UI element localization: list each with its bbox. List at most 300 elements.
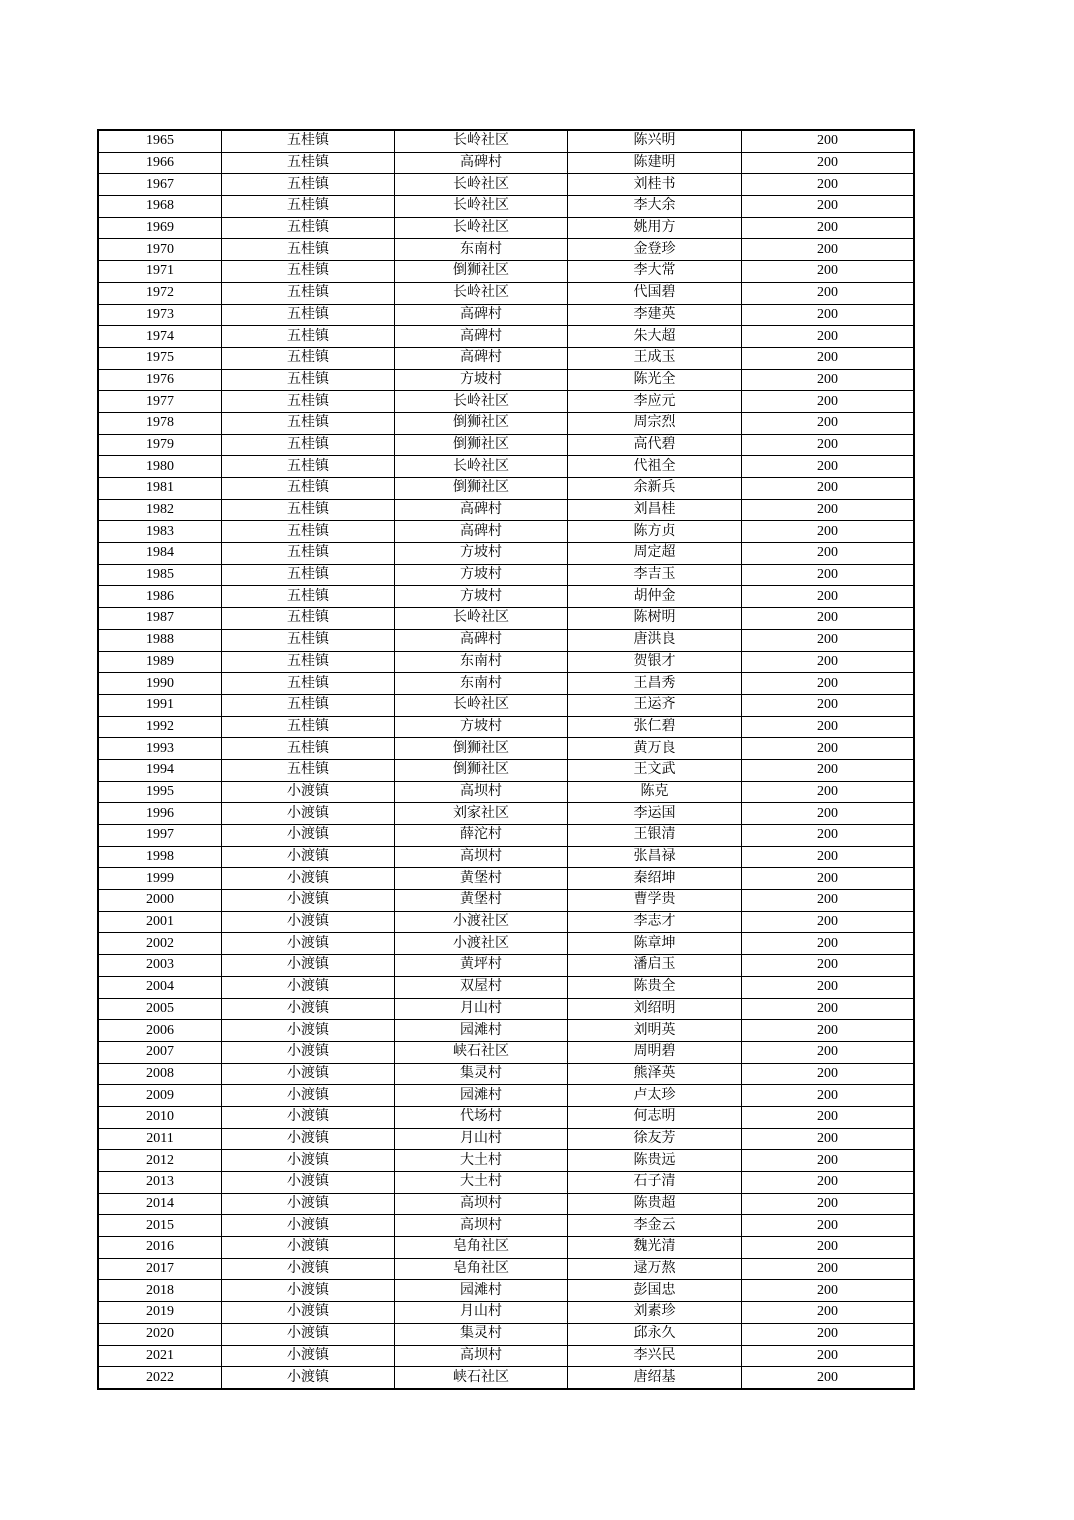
amount-cell: 200: [742, 890, 915, 912]
amount-cell: 200: [742, 694, 915, 716]
serial-number-cell: 1973: [98, 304, 222, 326]
serial-number-cell: 2022: [98, 1367, 222, 1389]
amount-cell: 200: [742, 998, 915, 1020]
serial-number-cell: 1979: [98, 434, 222, 456]
table-row: [98, 304, 914, 326]
village-cell: 大土村: [395, 1172, 568, 1194]
amount-cell: 200: [742, 239, 915, 261]
serial-number-cell: 1985: [98, 564, 222, 586]
person-name-cell: 陈贵全: [568, 976, 742, 998]
amount-cell: 200: [742, 1193, 915, 1215]
serial-number-cell: 1992: [98, 716, 222, 738]
serial-number-cell: 2017: [98, 1258, 222, 1280]
town-cell: 小渡镇: [222, 1237, 395, 1259]
town-cell: 小渡镇: [222, 1150, 395, 1172]
town-cell: 小渡镇: [222, 1302, 395, 1324]
serial-number-cell: 2008: [98, 1063, 222, 1085]
village-cell: 长岭社区: [395, 217, 568, 239]
person-name-cell: 陈贵超: [568, 1193, 742, 1215]
town-cell: 小渡镇: [222, 1063, 395, 1085]
table-row: [98, 890, 914, 912]
serial-number-cell: 1993: [98, 738, 222, 760]
village-cell: 方坡村: [395, 369, 568, 391]
amount-cell: 200: [742, 976, 915, 998]
village-cell: 刘家社区: [395, 803, 568, 825]
table-row: [98, 911, 914, 933]
serial-number-cell: 1988: [98, 629, 222, 651]
table-row: [98, 673, 914, 695]
person-name-cell: 王昌秀: [568, 673, 742, 695]
town-cell: 五桂镇: [222, 434, 395, 456]
village-cell: 东南村: [395, 651, 568, 673]
table-row: [98, 1302, 914, 1324]
table-row: [98, 152, 914, 174]
serial-number-cell: 1966: [98, 152, 222, 174]
table-row: [98, 868, 914, 890]
serial-number-cell: 1990: [98, 673, 222, 695]
serial-number-cell: 1978: [98, 412, 222, 434]
table-row: [98, 1367, 914, 1389]
table-row: [98, 434, 914, 456]
town-cell: 小渡镇: [222, 955, 395, 977]
table-row: [98, 174, 914, 196]
town-cell: 五桂镇: [222, 521, 395, 543]
serial-number-cell: 1982: [98, 499, 222, 521]
amount-cell: 200: [742, 196, 915, 218]
town-cell: 五桂镇: [222, 478, 395, 500]
table-row: [98, 759, 914, 781]
town-cell: 五桂镇: [222, 196, 395, 218]
person-name-cell: 陈贵远: [568, 1150, 742, 1172]
table-row: [98, 1020, 914, 1042]
table-row: [98, 543, 914, 565]
amount-cell: 200: [742, 803, 915, 825]
serial-number-cell: 2000: [98, 890, 222, 912]
town-cell: 五桂镇: [222, 456, 395, 478]
amount-cell: 200: [742, 130, 915, 152]
person-name-cell: 李应元: [568, 391, 742, 413]
village-cell: 薛沱村: [395, 825, 568, 847]
table-row: [98, 1323, 914, 1345]
person-name-cell: 刘桂书: [568, 174, 742, 196]
town-cell: 五桂镇: [222, 347, 395, 369]
town-cell: 五桂镇: [222, 673, 395, 695]
village-cell: 倒狮社区: [395, 434, 568, 456]
amount-cell: 200: [742, 1367, 915, 1389]
amount-cell: 200: [742, 326, 915, 348]
village-cell: 代场村: [395, 1106, 568, 1128]
person-name-cell: 李大余: [568, 196, 742, 218]
table-row: [98, 998, 914, 1020]
person-name-cell: 黄万良: [568, 738, 742, 760]
person-name-cell: 王文武: [568, 759, 742, 781]
table-row: [98, 239, 914, 261]
village-cell: 方坡村: [395, 543, 568, 565]
serial-number-cell: 1971: [98, 261, 222, 283]
table-row: [98, 1041, 914, 1063]
amount-cell: 200: [742, 846, 915, 868]
amount-cell: 200: [742, 1237, 915, 1259]
table-row: [98, 478, 914, 500]
serial-number-cell: 1999: [98, 868, 222, 890]
serial-number-cell: 1989: [98, 651, 222, 673]
serial-number-cell: 1968: [98, 196, 222, 218]
amount-cell: 200: [742, 347, 915, 369]
table-row: [98, 130, 914, 152]
serial-number-cell: 1970: [98, 239, 222, 261]
amount-cell: 200: [742, 1150, 915, 1172]
amount-cell: 200: [742, 456, 915, 478]
table-row: [98, 629, 914, 651]
person-name-cell: 王运齐: [568, 694, 742, 716]
table-row: [98, 1106, 914, 1128]
person-name-cell: 代国碧: [568, 282, 742, 304]
table-row: [98, 412, 914, 434]
person-name-cell: 张仁碧: [568, 716, 742, 738]
table-row: [98, 1280, 914, 1302]
town-cell: 五桂镇: [222, 152, 395, 174]
town-cell: 五桂镇: [222, 716, 395, 738]
person-name-cell: 李建英: [568, 304, 742, 326]
amount-cell: 200: [742, 911, 915, 933]
village-cell: 皂角社区: [395, 1237, 568, 1259]
table-row: [98, 261, 914, 283]
village-cell: 方坡村: [395, 586, 568, 608]
village-cell: 长岭社区: [395, 196, 568, 218]
table-row: [98, 716, 914, 738]
serial-number-cell: 1967: [98, 174, 222, 196]
village-cell: 园滩村: [395, 1085, 568, 1107]
village-cell: 高坝村: [395, 1215, 568, 1237]
town-cell: 小渡镇: [222, 890, 395, 912]
village-cell: 长岭社区: [395, 456, 568, 478]
village-cell: 长岭社区: [395, 282, 568, 304]
amount-cell: 200: [742, 825, 915, 847]
person-name-cell: 高代碧: [568, 434, 742, 456]
serial-number-cell: 1969: [98, 217, 222, 239]
serial-number-cell: 2006: [98, 1020, 222, 1042]
person-name-cell: 王成玉: [568, 347, 742, 369]
village-cell: 月山村: [395, 1302, 568, 1324]
town-cell: 小渡镇: [222, 911, 395, 933]
amount-cell: 200: [742, 759, 915, 781]
table-row: [98, 1193, 914, 1215]
person-name-cell: 魏光清: [568, 1237, 742, 1259]
town-cell: 五桂镇: [222, 586, 395, 608]
amount-cell: 200: [742, 412, 915, 434]
amount-cell: 200: [742, 369, 915, 391]
table-row: [98, 651, 914, 673]
person-name-cell: 何志明: [568, 1106, 742, 1128]
village-cell: 高碑村: [395, 629, 568, 651]
amount-cell: 200: [742, 1020, 915, 1042]
village-cell: 高碑村: [395, 304, 568, 326]
person-name-cell: 徐友芳: [568, 1128, 742, 1150]
person-name-cell: 秦绍坤: [568, 868, 742, 890]
amount-cell: 200: [742, 282, 915, 304]
serial-number-cell: 1974: [98, 326, 222, 348]
person-name-cell: 李志才: [568, 911, 742, 933]
person-name-cell: 朱大超: [568, 326, 742, 348]
table-row: [98, 1063, 914, 1085]
town-cell: 小渡镇: [222, 1323, 395, 1345]
person-name-cell: 陈光全: [568, 369, 742, 391]
table-row: [98, 564, 914, 586]
table-row: [98, 391, 914, 413]
town-cell: 小渡镇: [222, 1193, 395, 1215]
village-cell: 月山村: [395, 998, 568, 1020]
amount-cell: 200: [742, 1128, 915, 1150]
serial-number-cell: 1998: [98, 846, 222, 868]
person-name-cell: 张昌禄: [568, 846, 742, 868]
village-cell: 高坝村: [395, 781, 568, 803]
amount-cell: 200: [742, 1345, 915, 1367]
amount-cell: 200: [742, 738, 915, 760]
serial-number-cell: 1965: [98, 130, 222, 152]
amount-cell: 200: [742, 499, 915, 521]
person-name-cell: 逯万熬: [568, 1258, 742, 1280]
village-cell: 园滩村: [395, 1020, 568, 1042]
serial-number-cell: 2005: [98, 998, 222, 1020]
amount-cell: 200: [742, 1041, 915, 1063]
table-row: [98, 196, 914, 218]
table-row: [98, 1128, 914, 1150]
person-name-cell: 刘素珍: [568, 1302, 742, 1324]
town-cell: 五桂镇: [222, 651, 395, 673]
serial-number-cell: 2001: [98, 911, 222, 933]
town-cell: 小渡镇: [222, 976, 395, 998]
serial-number-cell: 1972: [98, 282, 222, 304]
amount-cell: 200: [742, 391, 915, 413]
person-name-cell: 余新兵: [568, 478, 742, 500]
amount-cell: 200: [742, 152, 915, 174]
person-name-cell: 石子清: [568, 1172, 742, 1194]
serial-number-cell: 1977: [98, 391, 222, 413]
person-name-cell: 周宗烈: [568, 412, 742, 434]
serial-number-cell: 2019: [98, 1302, 222, 1324]
serial-number-cell: 2016: [98, 1237, 222, 1259]
town-cell: 小渡镇: [222, 1106, 395, 1128]
table-row: [98, 586, 914, 608]
amount-cell: 200: [742, 651, 915, 673]
serial-number-cell: 2010: [98, 1106, 222, 1128]
table-row: [98, 1172, 914, 1194]
person-name-cell: 周定超: [568, 543, 742, 565]
serial-number-cell: 2014: [98, 1193, 222, 1215]
village-cell: 高碑村: [395, 152, 568, 174]
town-cell: 小渡镇: [222, 1345, 395, 1367]
amount-cell: 200: [742, 955, 915, 977]
table-body: [98, 130, 914, 1389]
town-cell: 五桂镇: [222, 174, 395, 196]
table-row: [98, 1150, 914, 1172]
village-cell: 黄坪村: [395, 955, 568, 977]
town-cell: 小渡镇: [222, 803, 395, 825]
amount-cell: 200: [742, 1280, 915, 1302]
town-cell: 五桂镇: [222, 694, 395, 716]
village-cell: 皂角社区: [395, 1258, 568, 1280]
town-cell: 小渡镇: [222, 846, 395, 868]
person-name-cell: 王银清: [568, 825, 742, 847]
amount-cell: 200: [742, 543, 915, 565]
town-cell: 五桂镇: [222, 239, 395, 261]
village-cell: 集灵村: [395, 1323, 568, 1345]
town-cell: 小渡镇: [222, 781, 395, 803]
town-cell: 五桂镇: [222, 369, 395, 391]
serial-number-cell: 1996: [98, 803, 222, 825]
person-name-cell: 代祖全: [568, 456, 742, 478]
person-name-cell: 金登珍: [568, 239, 742, 261]
table-row: [98, 738, 914, 760]
serial-number-cell: 2021: [98, 1345, 222, 1367]
table-row: [98, 976, 914, 998]
town-cell: 小渡镇: [222, 1258, 395, 1280]
table-row: [98, 347, 914, 369]
serial-number-cell: 2009: [98, 1085, 222, 1107]
person-name-cell: 刘明英: [568, 1020, 742, 1042]
table-row: [98, 326, 914, 348]
town-cell: 小渡镇: [222, 1128, 395, 1150]
data-table: [97, 129, 915, 1390]
table-row: [98, 803, 914, 825]
amount-cell: 200: [742, 304, 915, 326]
amount-cell: 200: [742, 608, 915, 630]
town-cell: 小渡镇: [222, 1280, 395, 1302]
village-cell: 倒狮社区: [395, 478, 568, 500]
amount-cell: 200: [742, 1215, 915, 1237]
table-row: [98, 499, 914, 521]
amount-cell: 200: [742, 673, 915, 695]
amount-cell: 200: [742, 478, 915, 500]
village-cell: 倒狮社区: [395, 261, 568, 283]
amount-cell: 200: [742, 1085, 915, 1107]
serial-number-cell: 2018: [98, 1280, 222, 1302]
serial-number-cell: 1984: [98, 543, 222, 565]
serial-number-cell: 1975: [98, 347, 222, 369]
table-row: [98, 456, 914, 478]
person-name-cell: 熊泽英: [568, 1063, 742, 1085]
village-cell: 倒狮社区: [395, 412, 568, 434]
amount-cell: 200: [742, 1302, 915, 1324]
person-name-cell: 陈建明: [568, 152, 742, 174]
town-cell: 五桂镇: [222, 130, 395, 152]
town-cell: 五桂镇: [222, 543, 395, 565]
town-cell: 小渡镇: [222, 1041, 395, 1063]
table-row: [98, 933, 914, 955]
town-cell: 五桂镇: [222, 412, 395, 434]
serial-number-cell: 1987: [98, 608, 222, 630]
village-cell: 高碑村: [395, 521, 568, 543]
person-name-cell: 陈克: [568, 781, 742, 803]
serial-number-cell: 1981: [98, 478, 222, 500]
village-cell: 东南村: [395, 239, 568, 261]
village-cell: 双屋村: [395, 976, 568, 998]
town-cell: 五桂镇: [222, 738, 395, 760]
town-cell: 五桂镇: [222, 217, 395, 239]
town-cell: 五桂镇: [222, 326, 395, 348]
table-row: [98, 781, 914, 803]
person-name-cell: 卢太珍: [568, 1085, 742, 1107]
village-cell: 峡石社区: [395, 1367, 568, 1389]
village-cell: 峡石社区: [395, 1041, 568, 1063]
town-cell: 小渡镇: [222, 998, 395, 1020]
amount-cell: 200: [742, 217, 915, 239]
village-cell: 倒狮社区: [395, 738, 568, 760]
person-name-cell: 陈章坤: [568, 933, 742, 955]
serial-number-cell: 1983: [98, 521, 222, 543]
serial-number-cell: 2003: [98, 955, 222, 977]
person-name-cell: 周明碧: [568, 1041, 742, 1063]
table-row: [98, 1215, 914, 1237]
town-cell: 小渡镇: [222, 1020, 395, 1042]
town-cell: 五桂镇: [222, 608, 395, 630]
village-cell: 园滩村: [395, 1280, 568, 1302]
serial-number-cell: 2011: [98, 1128, 222, 1150]
table-row: [98, 282, 914, 304]
person-name-cell: 李运国: [568, 803, 742, 825]
person-name-cell: 陈树明: [568, 608, 742, 630]
town-cell: 五桂镇: [222, 391, 395, 413]
table-row: [98, 1237, 914, 1259]
table-row: [98, 846, 914, 868]
amount-cell: 200: [742, 629, 915, 651]
serial-number-cell: 2013: [98, 1172, 222, 1194]
village-cell: 高碑村: [395, 347, 568, 369]
person-name-cell: 陈方贞: [568, 521, 742, 543]
person-name-cell: 刘昌桂: [568, 499, 742, 521]
town-cell: 五桂镇: [222, 304, 395, 326]
town-cell: 五桂镇: [222, 282, 395, 304]
serial-number-cell: 2015: [98, 1215, 222, 1237]
amount-cell: 200: [742, 1172, 915, 1194]
village-cell: 黄堡村: [395, 868, 568, 890]
amount-cell: 200: [742, 1258, 915, 1280]
village-cell: 小渡社区: [395, 933, 568, 955]
village-cell: 长岭社区: [395, 608, 568, 630]
person-name-cell: 李兴民: [568, 1345, 742, 1367]
town-cell: 小渡镇: [222, 1215, 395, 1237]
serial-number-cell: 1991: [98, 694, 222, 716]
table-row: [98, 369, 914, 391]
town-cell: 五桂镇: [222, 499, 395, 521]
person-name-cell: 潘启玉: [568, 955, 742, 977]
table-row: [98, 1258, 914, 1280]
amount-cell: 200: [742, 521, 915, 543]
serial-number-cell: 1997: [98, 825, 222, 847]
table-row: [98, 1345, 914, 1367]
village-cell: 月山村: [395, 1128, 568, 1150]
person-name-cell: 彭国忠: [568, 1280, 742, 1302]
village-cell: 高坝村: [395, 846, 568, 868]
person-name-cell: 刘绍明: [568, 998, 742, 1020]
person-name-cell: 唐洪良: [568, 629, 742, 651]
person-name-cell: 胡仲金: [568, 586, 742, 608]
village-cell: 长岭社区: [395, 130, 568, 152]
amount-cell: 200: [742, 1063, 915, 1085]
amount-cell: 200: [742, 716, 915, 738]
person-name-cell: 曹学贵: [568, 890, 742, 912]
serial-number-cell: 1980: [98, 456, 222, 478]
table-row: [98, 521, 914, 543]
table-row: [98, 608, 914, 630]
village-cell: 方坡村: [395, 564, 568, 586]
village-cell: 长岭社区: [395, 174, 568, 196]
serial-number-cell: 2007: [98, 1041, 222, 1063]
town-cell: 五桂镇: [222, 629, 395, 651]
person-name-cell: 姚用方: [568, 217, 742, 239]
town-cell: 小渡镇: [222, 1172, 395, 1194]
person-name-cell: 李大常: [568, 261, 742, 283]
